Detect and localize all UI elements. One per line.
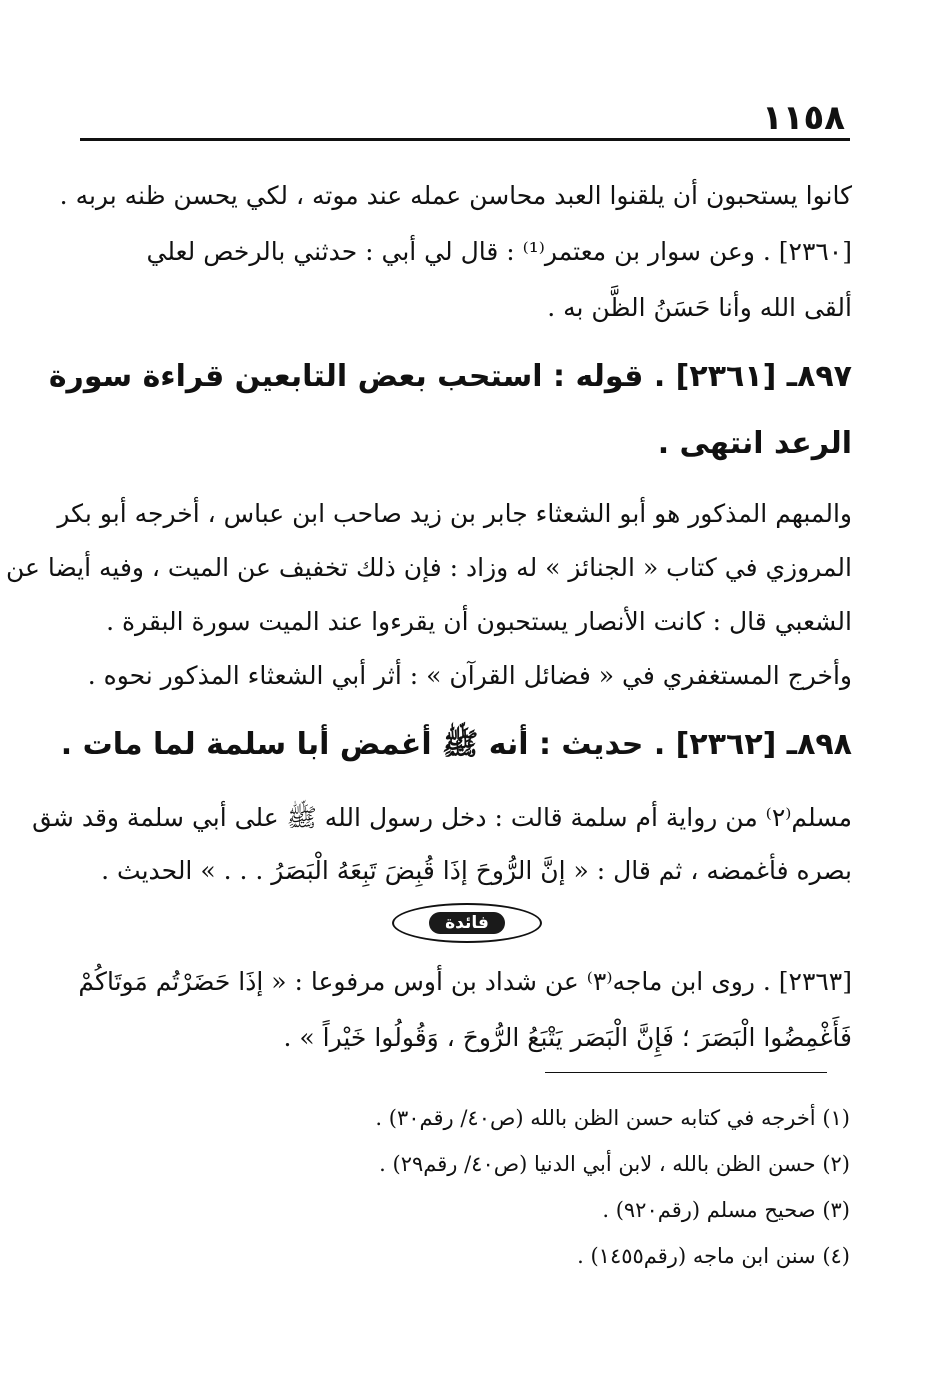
entry-heading-897: ٨٩٧ـ [٢٣٦١] . قوله : استحب بعض التابعين قراءة سورة — [48, 359, 852, 394]
footnote: (٣) صحيح مسلم (رقم٩٢٠) . — [602, 1198, 850, 1222]
fawaid-badge — [392, 903, 542, 943]
entry-heading-897-cont: الرعد انتهى . — [657, 426, 852, 461]
fawaid-label: فائدة — [429, 912, 505, 934]
body-line: فَأَغْمِضُوا الْبَصَرَ ؛ فَإِنَّ الْبَصَر يَتْبَعُ الرُّوحَ ، وَقُولُوا خَيْراً » . — [283, 1023, 852, 1052]
body-line: [٢٣٦٣] . روى ابن ماجه⁽٣⁾ عن شداد بن أوس مرفوعا : « إذَا حَضَرْتُم مَوتَاكُمْ — [78, 967, 852, 996]
body-line: المروزي في كتاب « الجنائز » له وزاد : فإن ذلك تخفيف عن الميت ، وفيه أيضا عن — [5, 553, 852, 582]
body-line: مسلم⁽٢⁾ من رواية أم سلمة قالت : دخل رسول الله ﷺ على أبي سلمة وقد شق — [32, 803, 852, 832]
header-rule — [80, 138, 850, 141]
body-line: وأخرج المستغفري في « فضائل القرآن » : أثر أبي الشعثاء المذكور نحوه . — [87, 661, 852, 690]
body-line: بصره فأغمضه ، ثم قال : « إنَّ الرُّوحَ إذَا قُبِضَ تَبِعَهُ الْبَصَرُ . . . » الحديث . — [101, 856, 852, 885]
body-line: كانوا يستحبون أن يلقنوا العبد محاسن عمله عند موته ، لكي يحسن ظنه بربه . — [59, 181, 852, 210]
body-line: [٢٣٦٠] . وعن سوار بن معتمر⁽¹⁾ : قال لي أبي : حدثني بالرخص لعلي — [146, 237, 852, 266]
footnote-rule — [545, 1072, 827, 1073]
footnote: (٢) حسن الظن بالله ، لابن أبي الدنيا (ص٤٠/ رقم٢٩) . — [379, 1152, 850, 1176]
page-number: ١١٥٨ — [761, 98, 845, 138]
body-line: ألقى الله وأنا حَسَنُ الظَّن به . — [547, 293, 852, 322]
entry-heading-898: ٨٩٨ـ [٢٣٦٢] . حديث : أنه ﷺ أغمض أبا سلمة لما مات . — [60, 727, 852, 762]
body-line: والمبهم المذكور هو أبو الشعثاء جابر بن زيد صاحب ابن عباس ، أخرجه أبو بكر — [57, 499, 852, 528]
body-line: الشعبي قال : كانت الأنصار يستحبون أن يقرءوا عند الميت سورة البقرة . — [106, 607, 852, 636]
footnote: (١) أخرجه في كتابه حسن الظن بالله (ص٤٠/ رقم٣٠) . — [375, 1106, 850, 1130]
footnote: (٤) سنن ابن ماجه (رقم١٤٥٥) . — [577, 1244, 850, 1268]
